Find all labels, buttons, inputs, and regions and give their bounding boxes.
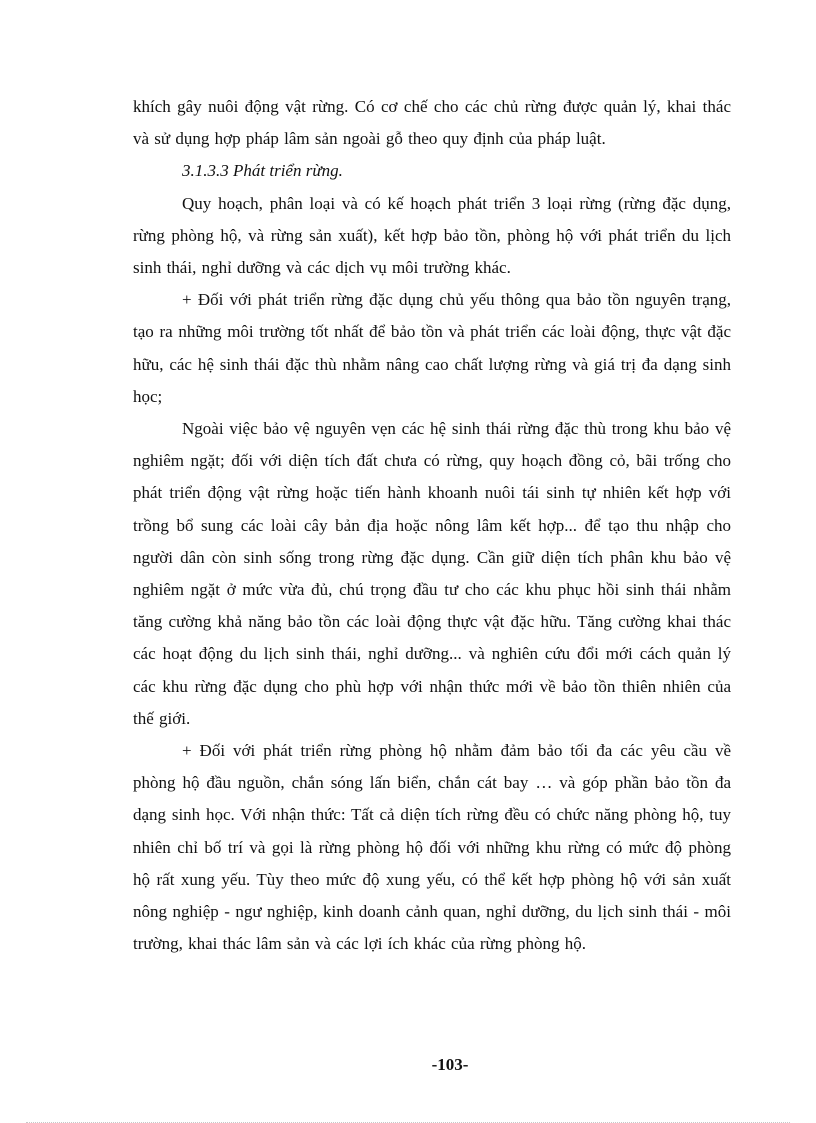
section-heading: 3.1.3.3 Phát triển rừng. (182, 161, 343, 181)
paragraph-strict-protection: Ngoài việc bảo vệ nguyên vẹn các hệ sinh thái rừng đặc thù trong khu bảo vệ nghiêm ngặt; đối với diện tích đất chưa có rừng, quy hoạch đồng cỏ, bãi trống cho phát triển động vật rừng hoặc tiến hành khoanh nuôi tái sinh tự nhiên kết hợp với trồng bổ sung các loài cây bản địa hoặc nông lâm kết hợp... để tạo thu nhập cho người dân còn sinh sống trong rừng đặc dụng. Cần giữ diện tích phân khu bảo vệ nghiêm ngặt ở mức vừa đủ, chú trọng đầu tư cho các khu phục hồi sinh thái nhằm tăng cường khả năng bảo tồn các loài động thực vật đặc hữu. Tăng cường khai thác các hoạt động du lịch sinh thái, nghỉ dưỡng... và nghiên cứu đổi mới cách quản lý các khu rừng đặc dụng cho phù hợp với nhận thức mới về bảo tồn thiên nhiên của thế giới. (133, 419, 731, 728)
page-number: -103- (431, 1055, 469, 1074)
page-body (133, 91, 731, 960)
paragraph-continuation: khích gây nuôi động vật rừng. Có cơ chế cho các chủ rừng được quản lý, khai thác và sử dụng hợp pháp lâm sản ngoài gỗ theo quy định của pháp luật. (133, 97, 731, 149)
paragraph-special-use-forest: + Đối với phát triển rừng đặc dụng chủ yếu thông qua bảo tồn nguyên trạng, tạo ra những môi trường tốt nhất để bảo tồn và phát triển các loài động, thực vật đặc hữu, các hệ sinh thái đặc thù nhằm nâng cao chất lượng rừng và giá trị đa dạng sinh học; (133, 290, 731, 406)
paragraph-protection-forest: + Đối với phát triển rừng phòng hộ nhằm đảm bảo tối đa các yêu cầu về phòng hộ đầu nguồn, chắn sóng lấn biển, chắn cát bay … và góp phần bảo tồn đa dạng sinh học. Với nhận thức: Tất cả diện tích rừng đều có chức năng phòng hộ, tuy nhiên chỉ bố trí và gọi là rừng phòng hộ đối với những khu rừng có mức độ phòng hộ rất xung yếu. Tùy theo mức độ xung yếu, có thể kết hợp phòng hộ với sản xuất nông nghiệp - ngư nghiệp, kinh doanh cảnh quan, nghỉ dưỡng, du lịch sinh thái - môi trường, khai thác lâm sản và các lợi ích khác của rừng phòng hộ. (133, 741, 731, 954)
paragraph-planning: Quy hoạch, phân loại và có kế hoạch phát triển 3 loại rừng (rừng đặc dụng, rừng phòng hộ, và rừng sản xuất), kết hợp bảo tồn, phòng hộ với phát triển du lịch sinh thái, nghỉ dưỡng và các dịch vụ môi trường khác. (133, 193, 731, 278)
